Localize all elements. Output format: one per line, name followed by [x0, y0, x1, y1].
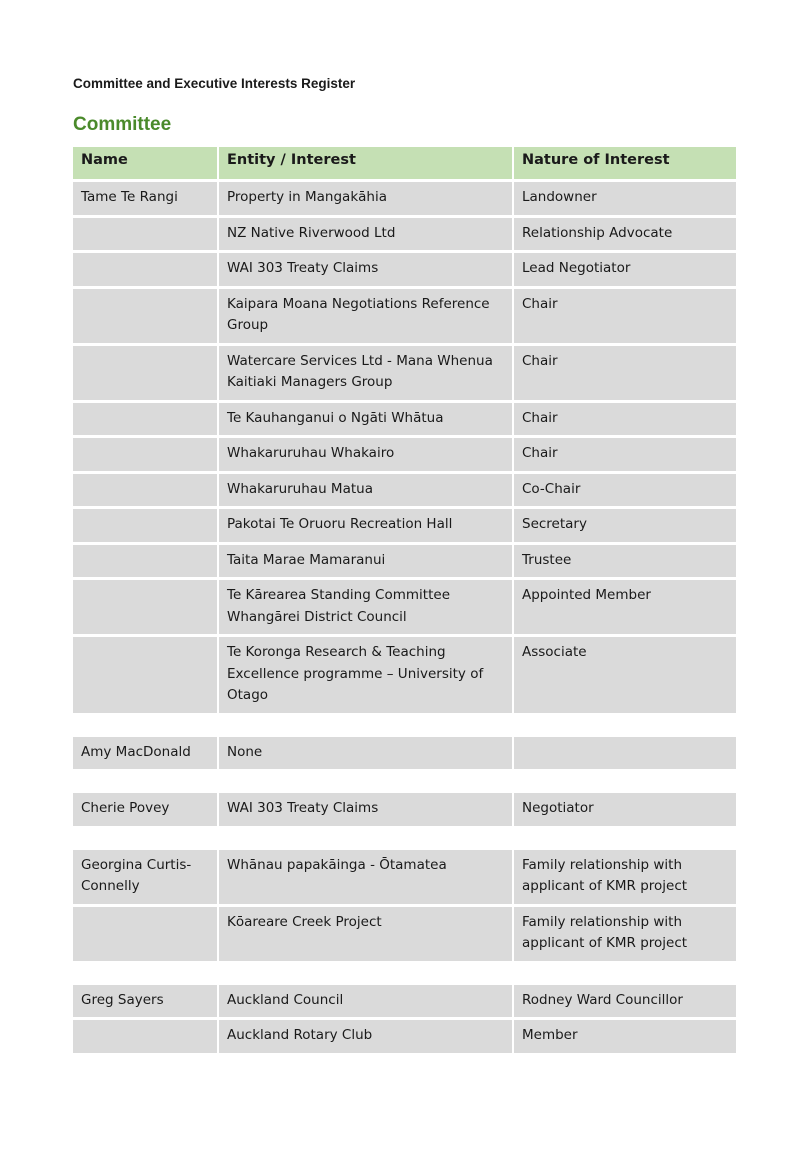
- member-name-cell: Georgina Curtis-Connelly: [73, 850, 217, 904]
- member-name-cell-empty: [73, 637, 217, 713]
- entity-interest-cell: WAI 303 Treaty Claims: [219, 253, 512, 286]
- group-spacer: [73, 964, 736, 985]
- nature-of-interest-cell: Co-Chair: [514, 474, 736, 507]
- member-name-cell: Cherie Povey: [73, 793, 217, 826]
- document-page: [73, 74, 734, 1056]
- member-name-cell-empty: [73, 580, 217, 634]
- nature-of-interest-cell: Trustee: [514, 545, 736, 578]
- nature-of-interest-cell: Negotiator: [514, 793, 736, 826]
- entity-interest-cell: Auckland Council: [219, 985, 512, 1018]
- member-name-cell: Greg Sayers: [73, 985, 217, 1018]
- nature-of-interest-cell: Landowner: [514, 182, 736, 215]
- entity-interest-cell: Property in Mangakāhia: [219, 182, 512, 215]
- nature-of-interest-cell: Associate: [514, 637, 736, 713]
- nature-of-interest-cell: Lead Negotiator: [514, 253, 736, 286]
- nature-of-interest-cell: Rodney Ward Councillor: [514, 985, 736, 1018]
- nature-of-interest-cell: [514, 737, 736, 770]
- document-title: Committee and Executive Interests Register: [73, 76, 356, 91]
- group-spacer: [73, 772, 736, 793]
- entity-interest-cell: Whakaruruhau Whakairo: [219, 438, 512, 471]
- entity-interest-cell: None: [219, 737, 512, 770]
- column-header-name: Name: [73, 147, 217, 179]
- entity-interest-cell: NZ Native Riverwood Ltd: [219, 218, 512, 251]
- member-name-cell: Tame Te Rangi: [73, 182, 217, 215]
- member-name-cell-empty: [73, 253, 217, 286]
- member-name-cell-empty: [73, 218, 217, 251]
- member-name-cell-empty: [73, 403, 217, 436]
- entity-interest-cell: Te Kārearea Standing Committee Whangārei District Council: [219, 580, 512, 634]
- nature-of-interest-cell: Family relationship with applicant of KMR project: [514, 850, 736, 904]
- entity-interest-cell: Taita Marae Mamaranui: [219, 545, 512, 578]
- nature-of-interest-cell: Member: [514, 1020, 736, 1053]
- nature-of-interest-cell: Chair: [514, 346, 736, 400]
- member-name-cell-empty: [73, 346, 217, 400]
- nature-of-interest-cell: Chair: [514, 403, 736, 436]
- member-name-cell-empty: [73, 907, 217, 961]
- entity-interest-cell: Whānau papakāinga - Ōtamatea: [219, 850, 512, 904]
- nature-of-interest-cell: Chair: [514, 289, 736, 343]
- member-name-cell-empty: [73, 509, 217, 542]
- member-name-cell-empty: [73, 1020, 217, 1053]
- entity-interest-cell: WAI 303 Treaty Claims: [219, 793, 512, 826]
- entity-interest-cell: Whakaruruhau Matua: [219, 474, 512, 507]
- entity-interest-cell: Watercare Services Ltd - Mana Whenua Kaitiaki Managers Group: [219, 346, 512, 400]
- group-spacer: [73, 716, 736, 737]
- section-heading-committee: Committee: [73, 114, 172, 135]
- column-header-entity: Entity / Interest: [219, 147, 512, 179]
- member-name-cell: Amy MacDonald: [73, 737, 217, 770]
- entity-interest-cell: Kaipara Moana Negotiations Reference Group: [219, 289, 512, 343]
- entity-interest-cell: Te Kauhanganui o Ngāti Whātua: [219, 403, 512, 436]
- nature-of-interest-cell: Family relationship with applicant of KMR project: [514, 907, 736, 961]
- column-header-nature: Nature of Interest: [514, 147, 736, 179]
- entity-interest-cell: Kōareare Creek Project: [219, 907, 512, 961]
- nature-of-interest-cell: Relationship Advocate: [514, 218, 736, 251]
- member-name-cell-empty: [73, 474, 217, 507]
- member-name-cell-empty: [73, 438, 217, 471]
- nature-of-interest-cell: Chair: [514, 438, 736, 471]
- interests-register-table: [73, 147, 734, 1056]
- member-name-cell-empty: [73, 545, 217, 578]
- entity-interest-cell: Auckland Rotary Club: [219, 1020, 512, 1053]
- entity-interest-cell: Te Koronga Research & Teaching Excellence programme – University of Otago: [219, 637, 512, 713]
- nature-of-interest-cell: Appointed Member: [514, 580, 736, 634]
- group-spacer: [73, 829, 736, 850]
- member-name-cell-empty: [73, 289, 217, 343]
- nature-of-interest-cell: Secretary: [514, 509, 736, 542]
- entity-interest-cell: Pakotai Te Oruoru Recreation Hall: [219, 509, 512, 542]
